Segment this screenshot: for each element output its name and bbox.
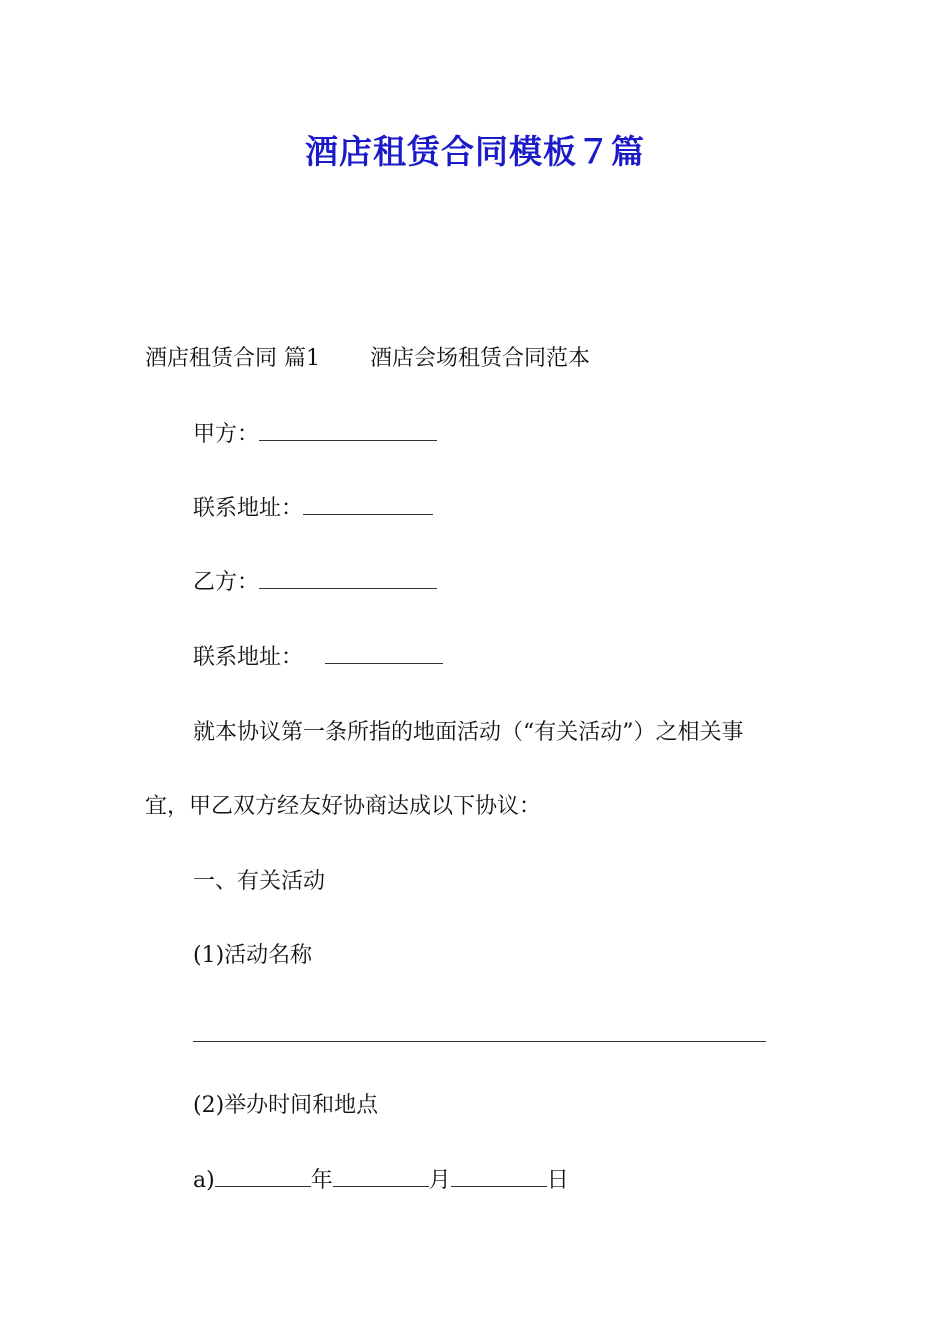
party-b-address-blank: [325, 643, 443, 664]
document-title: 酒店租赁合同模板７篇: [305, 132, 645, 171]
party-b-label: 乙方：: [193, 570, 260, 595]
party-a-address-row: [193, 494, 433, 524]
section-heading-subtitle: 酒店会场租赁合同范本: [370, 346, 591, 371]
activity-name-blank: [193, 1041, 766, 1042]
party-a-row: [193, 420, 437, 450]
preamble-line-1: 就本协议第一条所指的地面活动（“有关活动”）之相关事: [193, 720, 744, 745]
party-a-address-blank: [303, 494, 433, 515]
party-a-label: 甲方：: [193, 422, 260, 447]
day-blank: [451, 1166, 547, 1187]
section-1-title: 一、有关活动: [193, 869, 326, 894]
section-heading-label: 酒店租赁合同 篇1: [145, 346, 320, 371]
time-place-label: (2)举办时间和地点: [193, 1093, 379, 1118]
party-b-blank: [259, 568, 437, 589]
day-label: 日: [546, 1168, 569, 1193]
year-label: 年: [310, 1168, 333, 1193]
party-b-address-label: 联系地址：: [193, 645, 304, 670]
section-heading: [145, 344, 590, 374]
party-b-address-row: [193, 643, 443, 673]
party-a-address-label: 联系地址：: [193, 496, 304, 521]
party-a-blank: [259, 420, 437, 441]
party-b-row: [193, 568, 437, 598]
preamble-line-2: 宜，甲乙双方经友好协商达成以下协议：: [145, 794, 542, 819]
date-prefix: a): [193, 1168, 215, 1193]
date-row: [193, 1166, 569, 1196]
year-blank: [215, 1166, 311, 1187]
month-label: 月: [428, 1168, 451, 1193]
month-blank: [333, 1166, 429, 1187]
activity-name-label: (1)活动名称: [193, 943, 313, 968]
